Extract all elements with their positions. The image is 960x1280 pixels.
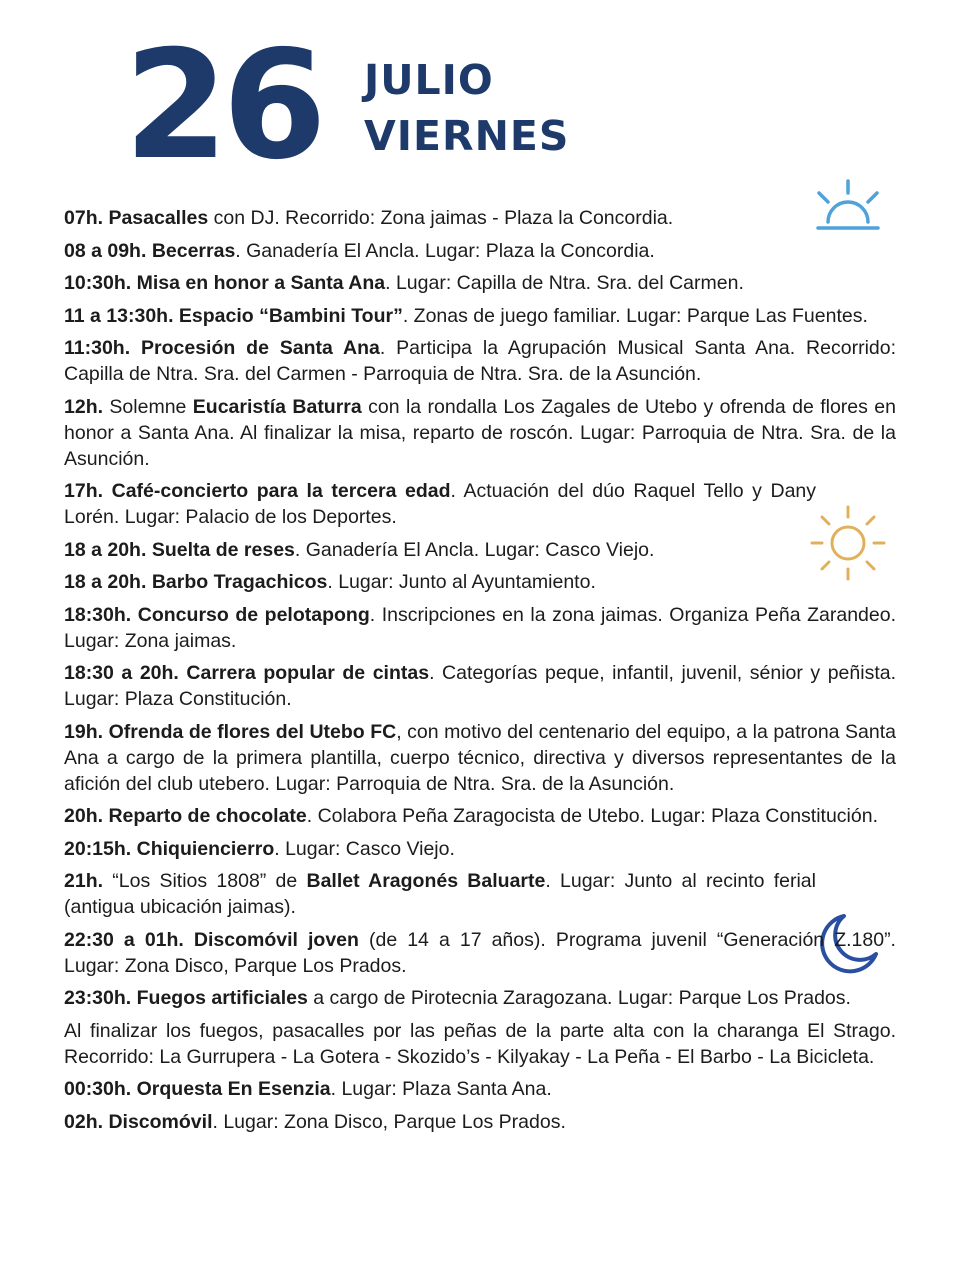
event-title: Ballet Aragonés Baluarte <box>306 870 546 892</box>
event-schedule <box>64 205 896 1141</box>
event-title: Ofrenda de flores del Utebo FC <box>108 720 397 743</box>
event-description: . Lugar: Casco Viejo. <box>274 837 455 860</box>
event-item <box>64 719 896 797</box>
event-title: Chiquiencierro <box>136 837 275 860</box>
event-item <box>64 985 896 1011</box>
event-description: a cargo de Pirotecnia Zaragozana. Lugar: Parque Los Prados. <box>307 987 851 1009</box>
event-title: Café-concierto para la tercera edad <box>111 480 451 502</box>
event-description: con DJ. Recorrido: Zona jaimas - Plaza la Concordia. <box>208 207 674 229</box>
event-time: 21h. <box>64 870 104 892</box>
event-time: 20h. <box>64 805 104 827</box>
event-title: Espacio “Bambini Tour” <box>178 304 403 327</box>
event-prefix: “Los Sitios 1808” de <box>103 870 307 892</box>
event-item <box>64 270 896 296</box>
event-time: 17h. <box>64 480 104 502</box>
event-item <box>64 660 896 712</box>
event-time: 19h. <box>64 720 104 743</box>
event-item <box>64 478 896 530</box>
event-description: . Ganadería El Ancla. Lugar: Plaza la Concordia. <box>235 239 655 262</box>
event-time: 12h. <box>64 395 104 418</box>
date-header <box>124 19 624 193</box>
event-time: 18 a 20h. <box>64 571 147 593</box>
event-time: 00:30h. <box>64 1078 132 1100</box>
event-title: Misa en honor a Santa Ana <box>136 272 386 294</box>
event-item <box>64 303 896 329</box>
event-description: . Ganadería El Ancla. Lugar: Casco Viejo. <box>294 538 655 561</box>
day-number: 26 <box>124 19 321 193</box>
event-title: Suelta de reses <box>151 538 295 561</box>
event-description: (de 14 a 17 años). Programa juvenil “Generación Z.180”. Lugar: Zona Disco, Parque Los Prados. <box>64 928 896 977</box>
event-time: 02h. <box>64 1110 104 1133</box>
event-description: Al finalizar los fuegos, pasacalles por las peñas de la parte alta con la charanga El Strago. Recorrido: La Gurrupera - La Gotera - Skozido’s - Kilyakay - La Peña - El Barbo - La Bicicleta. <box>64 1019 896 1068</box>
event-time: 11 a 13:30h. <box>64 304 174 327</box>
event-time: 07h. <box>64 207 104 229</box>
event-title: Discomóvil <box>108 1110 213 1133</box>
event-item <box>64 394 896 472</box>
event-description: con la rondalla Los Zagales de Utebo y ofrenda de flores en honor a Santa Ana. Al finalizar la misa, reparto de roscón. Lugar: Parroquia de Ntra. Sra. de la Asunción. <box>64 395 896 470</box>
event-description: . Lugar: Capilla de Ntra. Sra. del Carmen. <box>385 272 744 294</box>
event-description: . Lugar: Zona Disco, Parque Los Prados. <box>212 1110 566 1133</box>
event-item <box>64 1018 896 1070</box>
event-item <box>64 868 896 920</box>
event-description: . Colabora Peña Zaragocista de Utebo. Lugar: Plaza Constitución. <box>306 805 879 827</box>
event-description: . Categorías peque, infantil, juvenil, sénior y peñista. Lugar: Plaza Constitución. <box>64 662 897 710</box>
event-time: 18:30 a 20h. <box>64 662 179 684</box>
event-item <box>64 1076 896 1102</box>
month-label: JULIO <box>364 56 494 104</box>
event-time: 08 a 09h. <box>64 239 147 262</box>
event-description: . Lugar: Junto al Ayuntamiento. <box>327 571 596 593</box>
event-item <box>64 537 896 563</box>
event-title: Discomóvil joven <box>193 928 359 951</box>
event-item <box>64 836 896 862</box>
event-time: 18 a 20h. <box>64 538 147 561</box>
weekday-label: VIERNES <box>364 112 570 160</box>
event-title: Fuegos artificiales <box>136 987 308 1009</box>
event-item <box>64 602 896 654</box>
event-description: . Lugar: Plaza Santa Ana. <box>330 1078 552 1100</box>
event-title: Carrera popular de cintas <box>186 662 430 684</box>
event-description: . Zonas de juego familiar. Lugar: Parque Las Fuentes. <box>402 304 868 327</box>
event-title: Barbo Tragachicos <box>151 571 328 593</box>
event-description: , con motivo del centenario del equipo, a la patrona Santa Ana a cargo de la primera plantilla, cuerpo técnico, directiva y diversos representantes de la afición del club utebero. Lugar: Parroquia de Ntra. Sra. de la Asunción. <box>64 720 896 795</box>
event-description: . Actuación del dúo Raquel Tello y Dany Lorén. Lugar: Palacio de los Deportes. <box>64 480 817 528</box>
event-prefix: Solemne <box>103 395 193 418</box>
event-description: . Participa la Agrupación Musical Santa Ana. Recorrido: Capilla de Ntra. Sra. del Carmen - Parroquia de Ntra. Sra. de la Asunción. <box>64 337 897 385</box>
event-title: Becerras <box>151 239 236 262</box>
event-time: 11:30h. <box>64 337 131 359</box>
event-description: . Inscripciones en la zona jaimas. Organiza Peña Zarandeo. Lugar: Zona jaimas. <box>64 603 897 652</box>
event-title: Reparto de chocolate <box>108 805 307 827</box>
event-item <box>64 927 896 979</box>
event-item <box>64 335 896 387</box>
event-time: 20:15h. <box>64 837 132 860</box>
event-title: Eucaristía Baturra <box>192 395 362 418</box>
event-title: Concurso de pelotapong <box>137 603 370 626</box>
event-item <box>64 803 896 829</box>
event-item <box>64 1109 896 1135</box>
event-time: 22:30 a 01h. <box>64 928 184 951</box>
event-item <box>64 238 896 264</box>
event-item <box>64 569 896 595</box>
event-description: . Lugar: Junto al recinto ferial (antigua ubicación jaimas). <box>64 870 816 918</box>
event-time: 10:30h. <box>64 272 132 294</box>
event-item <box>64 205 896 231</box>
event-title: Orquesta En Esenzia <box>136 1078 331 1100</box>
event-time: 18:30h. <box>64 603 132 626</box>
event-time: 23:30h. <box>64 987 132 1009</box>
event-title: Pasacalles <box>108 207 209 229</box>
event-title: Procesión de Santa Ana <box>141 337 380 359</box>
